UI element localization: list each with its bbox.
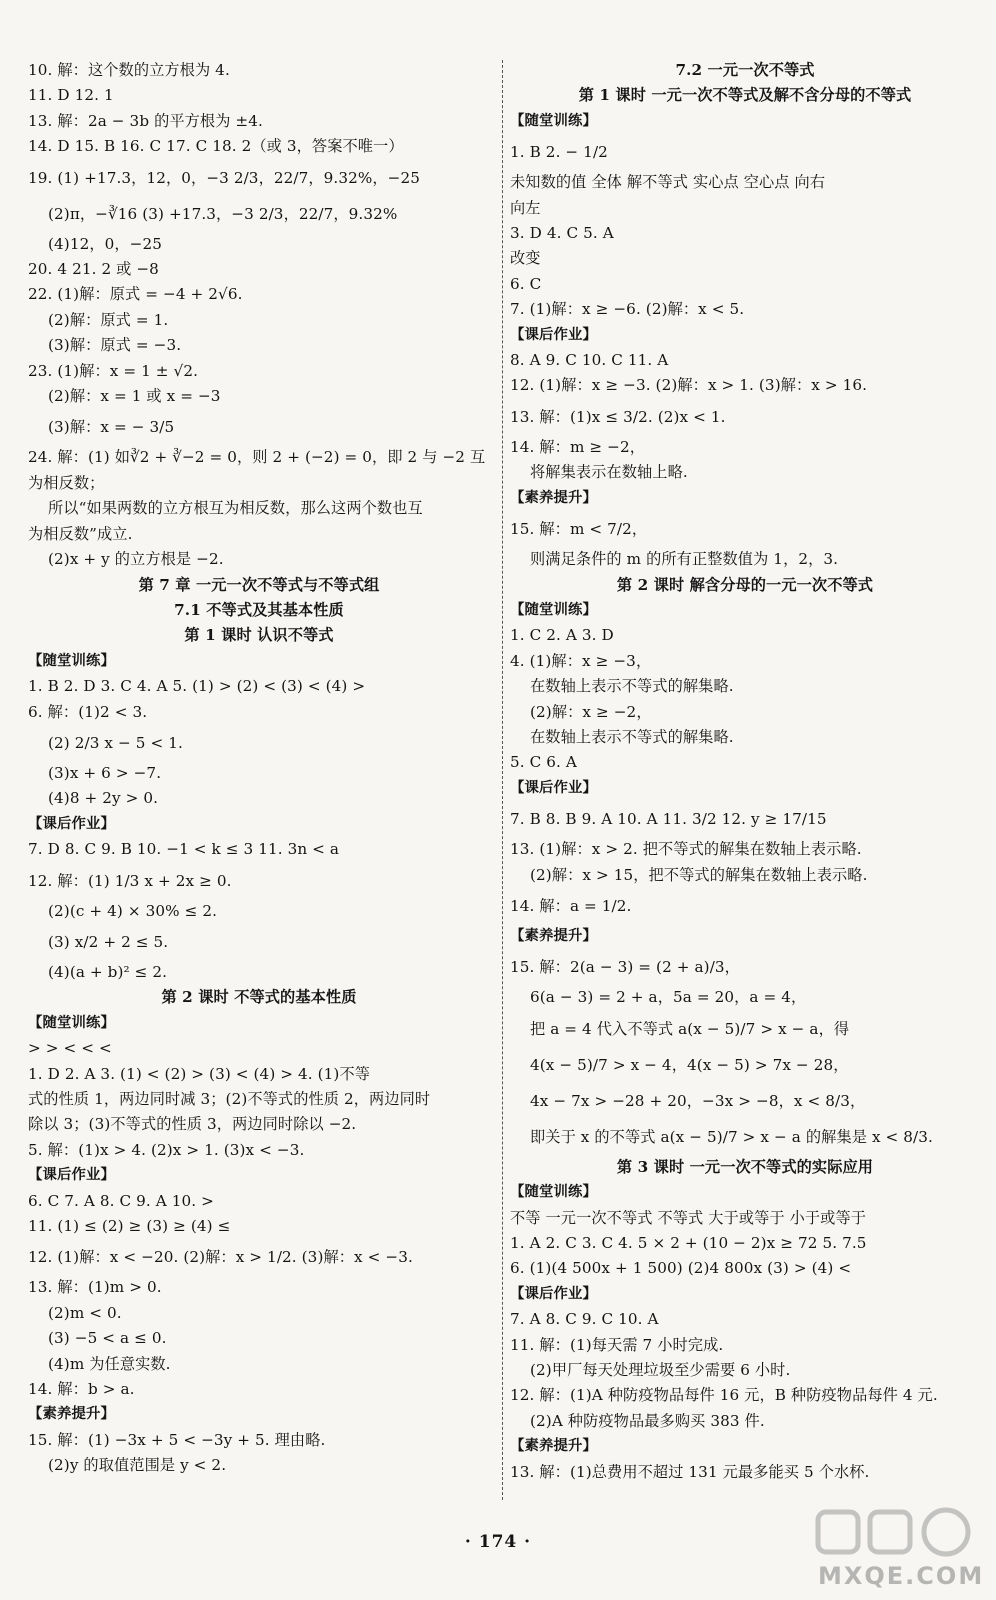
right-line: (2)解：x > 15，把不等式的解集在数轴上表示略. bbox=[530, 865, 868, 884]
left-line: (3)解：x = − 3/5 bbox=[48, 418, 175, 437]
left-line: 15. 解：(1) −3x + 5 < −3y + 5. 理由略. bbox=[28, 1430, 326, 1449]
right-line: 【素养提升】 bbox=[510, 927, 597, 944]
left-line: 20. 4 21. 2 或 −8 bbox=[28, 260, 159, 279]
left-line: 24. 解：(1) 如∛2 + ∛−2 = 0，则 2 + (−2) = 0，即 2 与 −2 互 bbox=[28, 448, 486, 467]
right-line: (2)甲厂每天处理垃圾至少需要 6 小时. bbox=[530, 1361, 791, 1380]
right-line: 【课后作业】 bbox=[510, 779, 597, 796]
right-line: 13. 解：(1)总费用不超过 131 元最多能买 5 个水杯. bbox=[510, 1462, 870, 1481]
right-line: 7. A 8. C 9. C 10. A bbox=[510, 1310, 659, 1329]
left-line: 第 7 章 一元一次不等式与不等式组 bbox=[138, 575, 380, 594]
right-line: 6. (1)(4 500x + 1 500) (2)4 800x (3) > (4) < bbox=[510, 1259, 852, 1278]
right-line: 第 3 课时 一元一次不等式的实际应用 bbox=[616, 1157, 874, 1176]
left-line: 23. (1)解：x = 1 ± √2. bbox=[28, 361, 199, 380]
left-line: (2)m < 0. bbox=[48, 1303, 122, 1322]
right-line: 7. (1)解：x ≥ −6. (2)解：x < 5. bbox=[510, 300, 745, 319]
right-line: 6. C bbox=[510, 274, 542, 293]
left-line: 第 2 课时 不等式的基本性质 bbox=[161, 988, 357, 1007]
right-line: 【素养提升】 bbox=[510, 489, 597, 506]
right-line: (2)A 种防疫物品最多购买 383 件. bbox=[530, 1411, 765, 1430]
right-line: 【课后作业】 bbox=[510, 326, 597, 343]
left-line: 13. 解：2a − 3b 的平方根为 ±4. bbox=[28, 111, 263, 130]
left-line: (2)解：原式 = 1. bbox=[48, 310, 169, 329]
right-line: 把 a = 4 代入不等式 a(x − 5)/7 > x − a，得 bbox=[530, 1019, 850, 1038]
left-line: 【课后作业】 bbox=[28, 815, 115, 832]
left-line: (2)解：x = 1 或 x = −3 bbox=[48, 387, 221, 406]
left-line: 14. 解：b > a. bbox=[28, 1380, 135, 1399]
right-line: 7.2 一元一次不等式 bbox=[675, 61, 815, 79]
left-line: 【素养提升】 bbox=[28, 1406, 115, 1423]
right-line: 在数轴上表示不等式的解集略. bbox=[530, 727, 734, 746]
left-line: 【随堂训练】 bbox=[28, 1014, 115, 1031]
right-line: 即关于 x 的不等式 a(x − 5)/7 > x − a 的解集是 x < 8/3. bbox=[530, 1127, 933, 1146]
left-line: 为相反数”成立. bbox=[28, 524, 133, 543]
right-line: 14. 解：m ≥ −2， bbox=[510, 437, 646, 456]
right-line: 12. 解：(1)A 种防疫物品每件 16 元，B 种防疫物品每件 4 元. bbox=[510, 1386, 938, 1405]
right-line: 【随堂训练】 bbox=[510, 112, 597, 129]
right-line: 5. C 6. A bbox=[510, 753, 577, 772]
right-line: (2)解：x ≥ −2， bbox=[530, 702, 652, 721]
left-line: 12. (1)解：x < −20. (2)解：x > 1/2. (3)解：x < −3. bbox=[28, 1248, 413, 1267]
right-line: 15. 解：2(a − 3) = (2 + a)/3， bbox=[510, 958, 740, 977]
right-line: 【课后作业】 bbox=[510, 1285, 597, 1302]
right-line: 向左 bbox=[510, 198, 541, 217]
left-line: (2)π，−∛16 (3) +17.3，−3 2/3，22/7，9.32% bbox=[48, 204, 398, 223]
right-line: 不等 一元一次不等式 不等式 大于或等于 小于或等于 bbox=[510, 1208, 867, 1227]
left-line: 5. 解：(1)x > 4. (2)x > 1. (3)x < −3. bbox=[28, 1140, 305, 1159]
left-line: 19. (1) +17.3，12，0，−3 2/3，22/7，9.32%，−25 bbox=[28, 168, 421, 187]
left-line: 为相反数； bbox=[28, 473, 105, 492]
right-line: 1. A 2. C 3. C 4. 5 × 2 + (10 − 2)x ≥ 72 5. 7.5 bbox=[510, 1234, 867, 1252]
left-line: 11. (1) ≤ (2) ≥ (3) ≥ (4) ≤ bbox=[28, 1217, 231, 1236]
right-line: 8. A 9. C 10. C 11. A bbox=[510, 351, 669, 370]
right-line: 7. B 8. B 9. A 10. A 11. 3/2 12. y ≥ 17/15 bbox=[510, 810, 827, 829]
left-line: 1. B 2. D 3. C 4. A 5. (1) > (2) < (3) < (4) > bbox=[28, 677, 366, 696]
left-line: (2)(c + 4) × 30% ≤ 2. bbox=[48, 901, 218, 920]
left-line: 【课后作业】 bbox=[28, 1167, 115, 1184]
right-line: 改变 bbox=[510, 249, 541, 268]
left-line: 13. 解：(1)m > 0. bbox=[28, 1278, 162, 1297]
left-line: (2)x + y 的立方根是 −2. bbox=[48, 550, 224, 569]
right-line: 15. 解：m < 7/2， bbox=[510, 520, 648, 539]
right-line: 4. (1)解：x ≥ −3， bbox=[510, 651, 652, 670]
watermark-text: MXQE.COM bbox=[818, 1562, 985, 1590]
left-line: (4)8 + 2y > 0. bbox=[48, 789, 159, 808]
left-line: (4)(a + b)² ≤ 2. bbox=[48, 962, 168, 981]
left-line: (4)m 为任意实数. bbox=[48, 1354, 171, 1373]
right-line: 【随堂训练】 bbox=[510, 601, 597, 618]
right-line: 13. (1)解：x > 2. 把不等式的解集在数轴上表示略. bbox=[510, 840, 862, 859]
left-line: (4)12，0，−25 bbox=[48, 234, 163, 253]
left-line: > > < < < bbox=[28, 1039, 112, 1058]
right-line: 11. 解：(1)每天需 7 小时完成. bbox=[510, 1335, 724, 1354]
left-line: 1. D 2. A 3. (1) < (2) > (3) < (4) > 4. (1)不等 bbox=[28, 1064, 371, 1083]
right-line: 将解集表示在数轴上略. bbox=[530, 463, 688, 482]
right-line: 则满足条件的 m 的所有正整数值为 1，2，3. bbox=[530, 550, 839, 569]
left-line: 6. C 7. A 8. C 9. A 10. > bbox=[28, 1191, 214, 1210]
left-line: (2) 2/3 x − 5 < 1. bbox=[48, 733, 183, 752]
right-line: 未知数的值 全体 解不等式 实心点 空心点 向右 bbox=[510, 173, 826, 192]
left-column bbox=[28, 58, 490, 1479]
right-line: 12. (1)解：x ≥ −3. (2)解：x > 1. (3)解：x > 16. bbox=[510, 376, 868, 395]
left-line: 11. D 12. 1 bbox=[28, 86, 114, 105]
left-line: 6. 解：(1)2 < 3. bbox=[28, 702, 148, 721]
left-line: (3)x + 6 > −7. bbox=[48, 763, 162, 782]
left-line: 12. 解：(1) 1/3 x + 2x ≥ 0. bbox=[28, 871, 232, 890]
column-divider bbox=[502, 60, 503, 1500]
left-line: 7.1 不等式及其基本性质 bbox=[174, 600, 344, 619]
left-line: 除以 3；(3)不等式的性质 3，两边同时除以 −2. bbox=[28, 1115, 357, 1134]
right-line: 1. C 2. A 3. D bbox=[510, 626, 614, 645]
left-line: (3)解：原式 = −3. bbox=[48, 336, 182, 355]
right-line: 14. 解：a = 1/2. bbox=[510, 896, 632, 915]
right-line: 6(a − 3) = 2 + a，5a = 20，a = 4， bbox=[530, 988, 807, 1007]
right-line: 1. B 2. − 1/2 bbox=[510, 143, 608, 162]
right-line: 第 1 课时 一元一次不等式及解不含分母的不等式 bbox=[578, 86, 912, 105]
right-line: 【素养提升】 bbox=[510, 1438, 597, 1455]
right-line: 在数轴上表示不等式的解集略. bbox=[530, 677, 734, 696]
right-line: 4(x − 5)/7 > x − 4，4(x − 5) > 7x − 28， bbox=[530, 1055, 849, 1074]
right-line: 4x − 7x > −28 + 20，−3x > −8，x < 8/3， bbox=[530, 1091, 866, 1110]
left-line: 7. D 8. C 9. B 10. −1 < k ≤ 3 11. 3n < a bbox=[28, 840, 340, 859]
right-line: 3. D 4. C 5. A bbox=[510, 224, 614, 243]
left-line: 所以“如果两数的立方根互为相反数，那么这两个数也互 bbox=[48, 499, 423, 518]
page-number: · 174 · bbox=[464, 1532, 532, 1552]
left-line: 22. (1)解：原式 = −4 + 2√6. bbox=[28, 285, 243, 304]
left-line: 式的性质 1，两边同时减 3；(2)不等式的性质 2，两边同时 bbox=[28, 1090, 431, 1108]
right-line: 第 2 课时 解含分母的一元一次不等式 bbox=[616, 575, 874, 594]
right-column bbox=[510, 58, 980, 1485]
left-line: 【随堂训练】 bbox=[28, 652, 115, 669]
left-line: 第 1 课时 认识不等式 bbox=[184, 626, 334, 645]
right-line: 13. 解：(1)x ≤ 3/2. (2)x < 1. bbox=[510, 407, 726, 426]
right-line: 【随堂训练】 bbox=[510, 1184, 597, 1201]
left-line: (3) x/2 + 2 ≤ 5. bbox=[48, 932, 169, 951]
left-line: (3) −5 < a ≤ 0. bbox=[48, 1329, 167, 1348]
left-line: 10. 解：这个数的立方根为 4. bbox=[28, 61, 230, 79]
left-line: (2)y 的取值范围是 y < 2. bbox=[48, 1456, 227, 1475]
left-line: 14. D 15. B 16. C 17. C 18. 2（或 3，答案不唯一） bbox=[28, 137, 404, 156]
